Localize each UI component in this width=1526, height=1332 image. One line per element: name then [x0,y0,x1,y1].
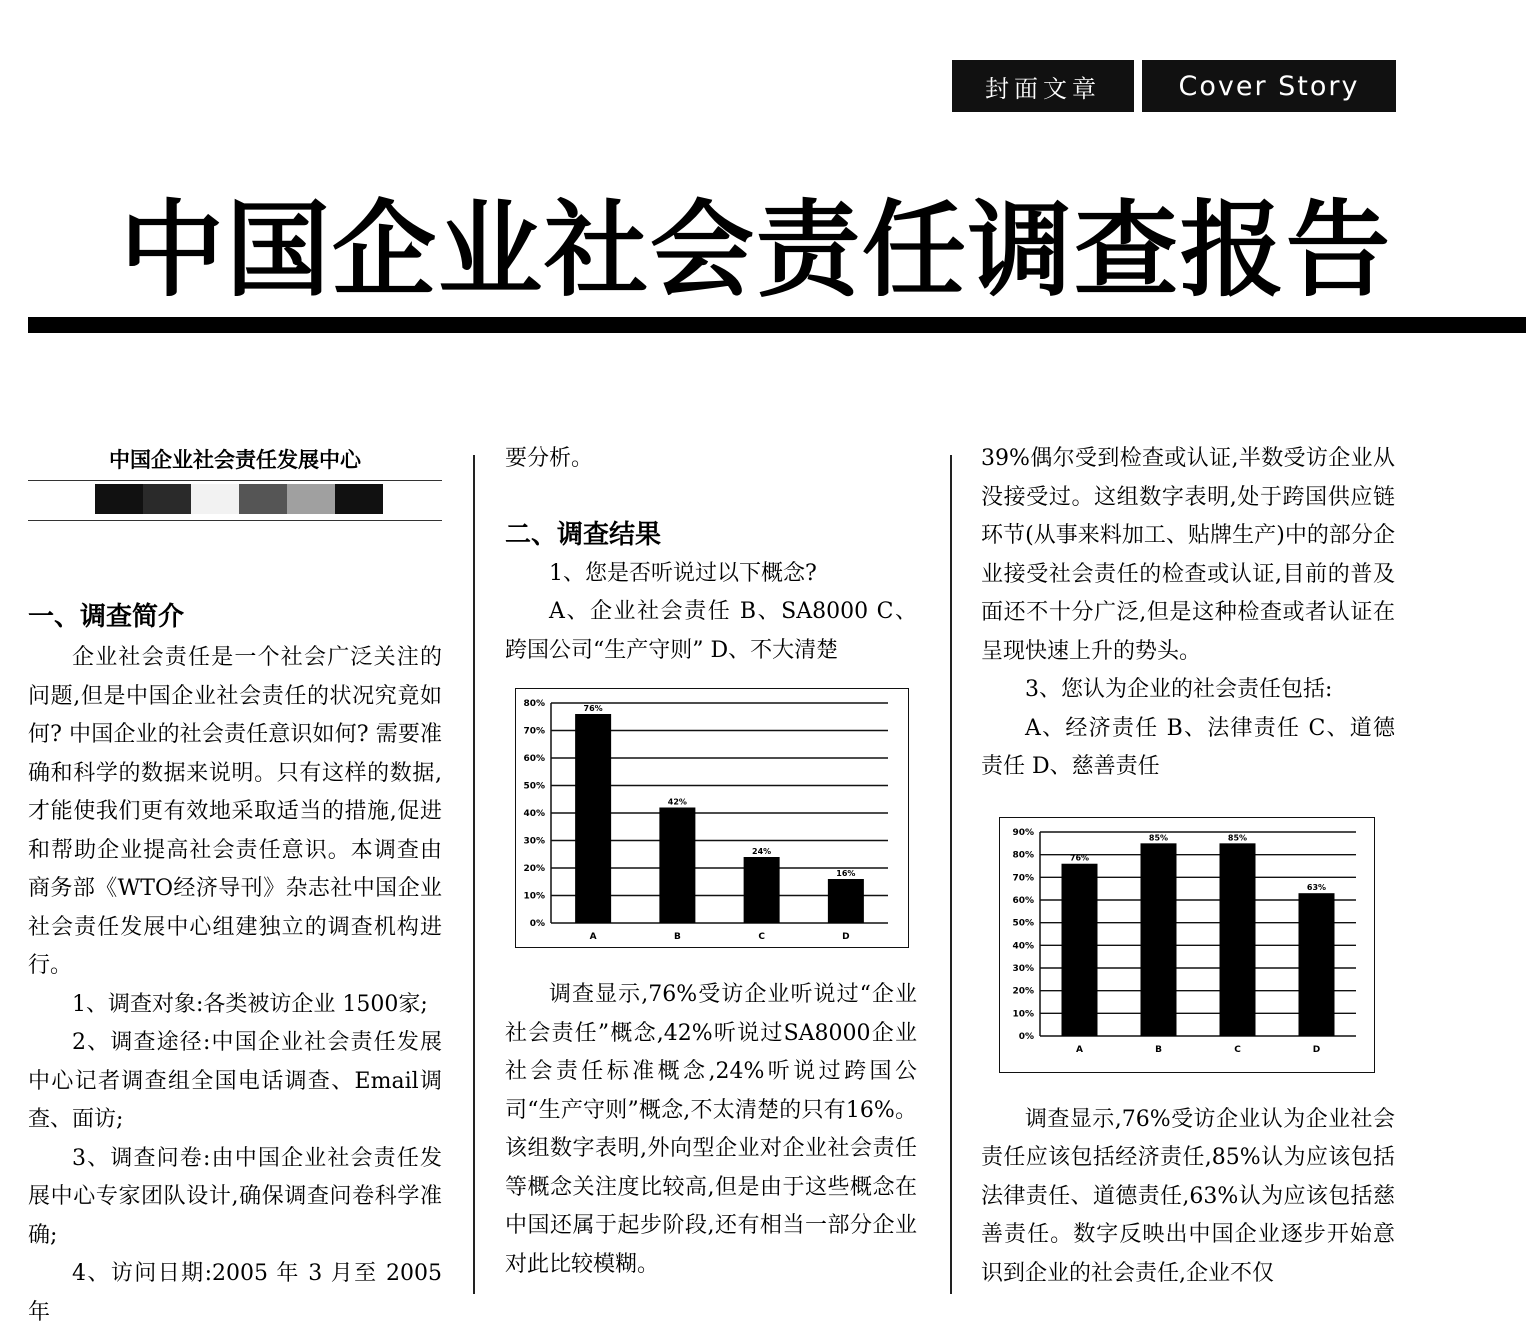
y-tick-label: 30% [1012,963,1034,974]
question-3-options: A、经济责任 B、法律责任 C、道德责任 D、慈善责任 [981,715,1395,779]
chart-concept-awareness [515,688,909,948]
column-divider [473,455,475,1294]
bar-value-label: 42% [667,797,687,807]
chart-responsibility-scope [999,817,1375,1073]
paragraph: 调查显示,76%受访企业听说过“企业社会责任”概念,42%听说过SA8000企业社会责任标准概念,24%听说过跨国公司“生产守则”概念,不太清楚的只有16%。该组数字表明,外向型企业对企业社会责任等概念关注度比较高,但是由于这些概念在中国还属于起步阶段,还有相当一部分企业对此比较模糊。 [505,982,917,1277]
bar [828,879,864,923]
bar [1141,843,1177,1036]
divider [28,520,442,521]
bar-value-label: 76% [1069,853,1090,863]
bar [659,808,695,924]
x-tick-label: B [673,932,681,942]
paragraph: 3、调查问卷:由中国企业社会责任发展中心专家团队设计,确保调查问卷科学准确; [28,1145,442,1248]
column-2 [505,440,917,1284]
question-1-options: A、企业社会责任 B、SA8000 C、跨国公司“生产守则” D、不大清楚 [505,599,917,663]
bar [1062,863,1098,1035]
swatch [239,484,287,514]
title-rule [28,317,1526,333]
y-tick-label: 50% [523,781,545,792]
y-tick-label: 0% [1018,1031,1034,1042]
question-1: 1、您是否听说过以下概念? [549,560,817,586]
bar-value-label: 16% [836,869,856,878]
y-tick-label: 70% [523,726,545,737]
swatch-strip [95,484,442,514]
divider [28,480,442,481]
paragraph: 调查显示,76%受访企业认为企业社会责任应该包括经济责任,85%认为应该包括法律责任、道德责任,63%认为应该包括慈善责任。数字反映出中国企业逐步开始意识到企业的社会责任,企业不仅 [981,1106,1395,1286]
bar-chart [516,689,908,947]
organization-name: 中国企业社会责任发展中心 [109,448,361,472]
y-tick-label: 10% [1012,1008,1034,1019]
y-tick-label: 20% [1012,986,1034,997]
x-tick-label: D [842,932,850,942]
paragraph: 1、调查对象:各类被访企业 1500家; [72,991,428,1017]
y-tick-label: 80% [1012,850,1034,861]
column-divider [950,455,952,1294]
column-1 [28,440,442,1332]
bar-value-label: 63% [1306,882,1327,892]
section-heading-results: 二、调查结果 [505,519,662,550]
column-3 [981,440,1395,1293]
swatch [95,484,143,514]
y-tick-label: 90% [1012,827,1034,838]
y-tick-label: 10% [523,891,545,902]
x-tick-label: D [1312,1044,1321,1055]
paragraph: 企业社会责任是一个社会广泛关注的问题,但是中国企业社会责任的状况究竟如何? 中国企业的社会责任意识如何? 需要准确和科学的数据来说明。只有这样的数据,才能使我们更有效地采取适当的措施,促进和帮助企业提高社会责任意识。本调查由商务部《WTO经济导刊》杂志社中国企业社会责任发展中心组建独立的调查机构进行。 [28,645,442,978]
y-tick-label: 40% [1012,940,1034,951]
bar [1220,843,1256,1036]
y-tick-label: 50% [1012,918,1034,929]
bar-value-label: 24% [752,847,772,856]
section-heading-intro: 一、调查简介 [28,602,185,632]
x-tick-label: C [1234,1044,1241,1055]
y-tick-label: 0% [529,919,545,929]
section-badge-en: Cover Story [1142,60,1396,112]
bar-value-label: 85% [1148,832,1169,842]
bar-value-label: 85% [1227,832,1248,842]
question-3: 3、您认为企业的社会责任包括: [1025,677,1333,702]
x-tick-label: C [758,932,765,942]
section-badge-cn: 封面文章 [952,60,1134,112]
swatch [143,484,191,514]
y-tick-label: 60% [523,754,545,764]
y-tick-label: 80% [523,699,545,709]
bar-chart [1000,818,1374,1072]
x-tick-label: B [1155,1044,1162,1055]
swatch [191,484,239,514]
x-tick-label: A [589,932,597,942]
y-tick-label: 20% [523,864,545,874]
y-tick-label: 40% [523,809,545,819]
y-tick-label: 70% [1012,872,1034,883]
y-tick-label: 30% [523,836,545,847]
swatch [287,484,335,514]
x-tick-label: A [1076,1044,1083,1055]
paragraph: 要分析。 [505,446,594,471]
y-tick-label: 60% [1012,895,1034,906]
bar-value-label: 76% [583,704,603,713]
bar [744,857,780,923]
page-title: 中国企业社会责任调查报告 [120,189,1393,311]
paragraph: 39%偶尔受到检查或认证,半数受访企业从没接受过。这组数字表明,处于跨国供应链环节(从事来料加工、贴牌生产)中的部分企业接受社会责任的检查或认证,目前的普及面还不十分广泛,但是这种检查或者认证在呈现快速上升的势头。 [981,446,1395,664]
swatch [335,484,383,514]
bar [575,714,611,923]
bar [1299,893,1335,1036]
paragraph: 4、访问日期:2005 年 3 月至 2005 年 [28,1261,442,1325]
paragraph: 2、调查途径:中国企业社会责任发展中心记者调查组全国电话调查、Email调查、面访; [28,1030,442,1132]
